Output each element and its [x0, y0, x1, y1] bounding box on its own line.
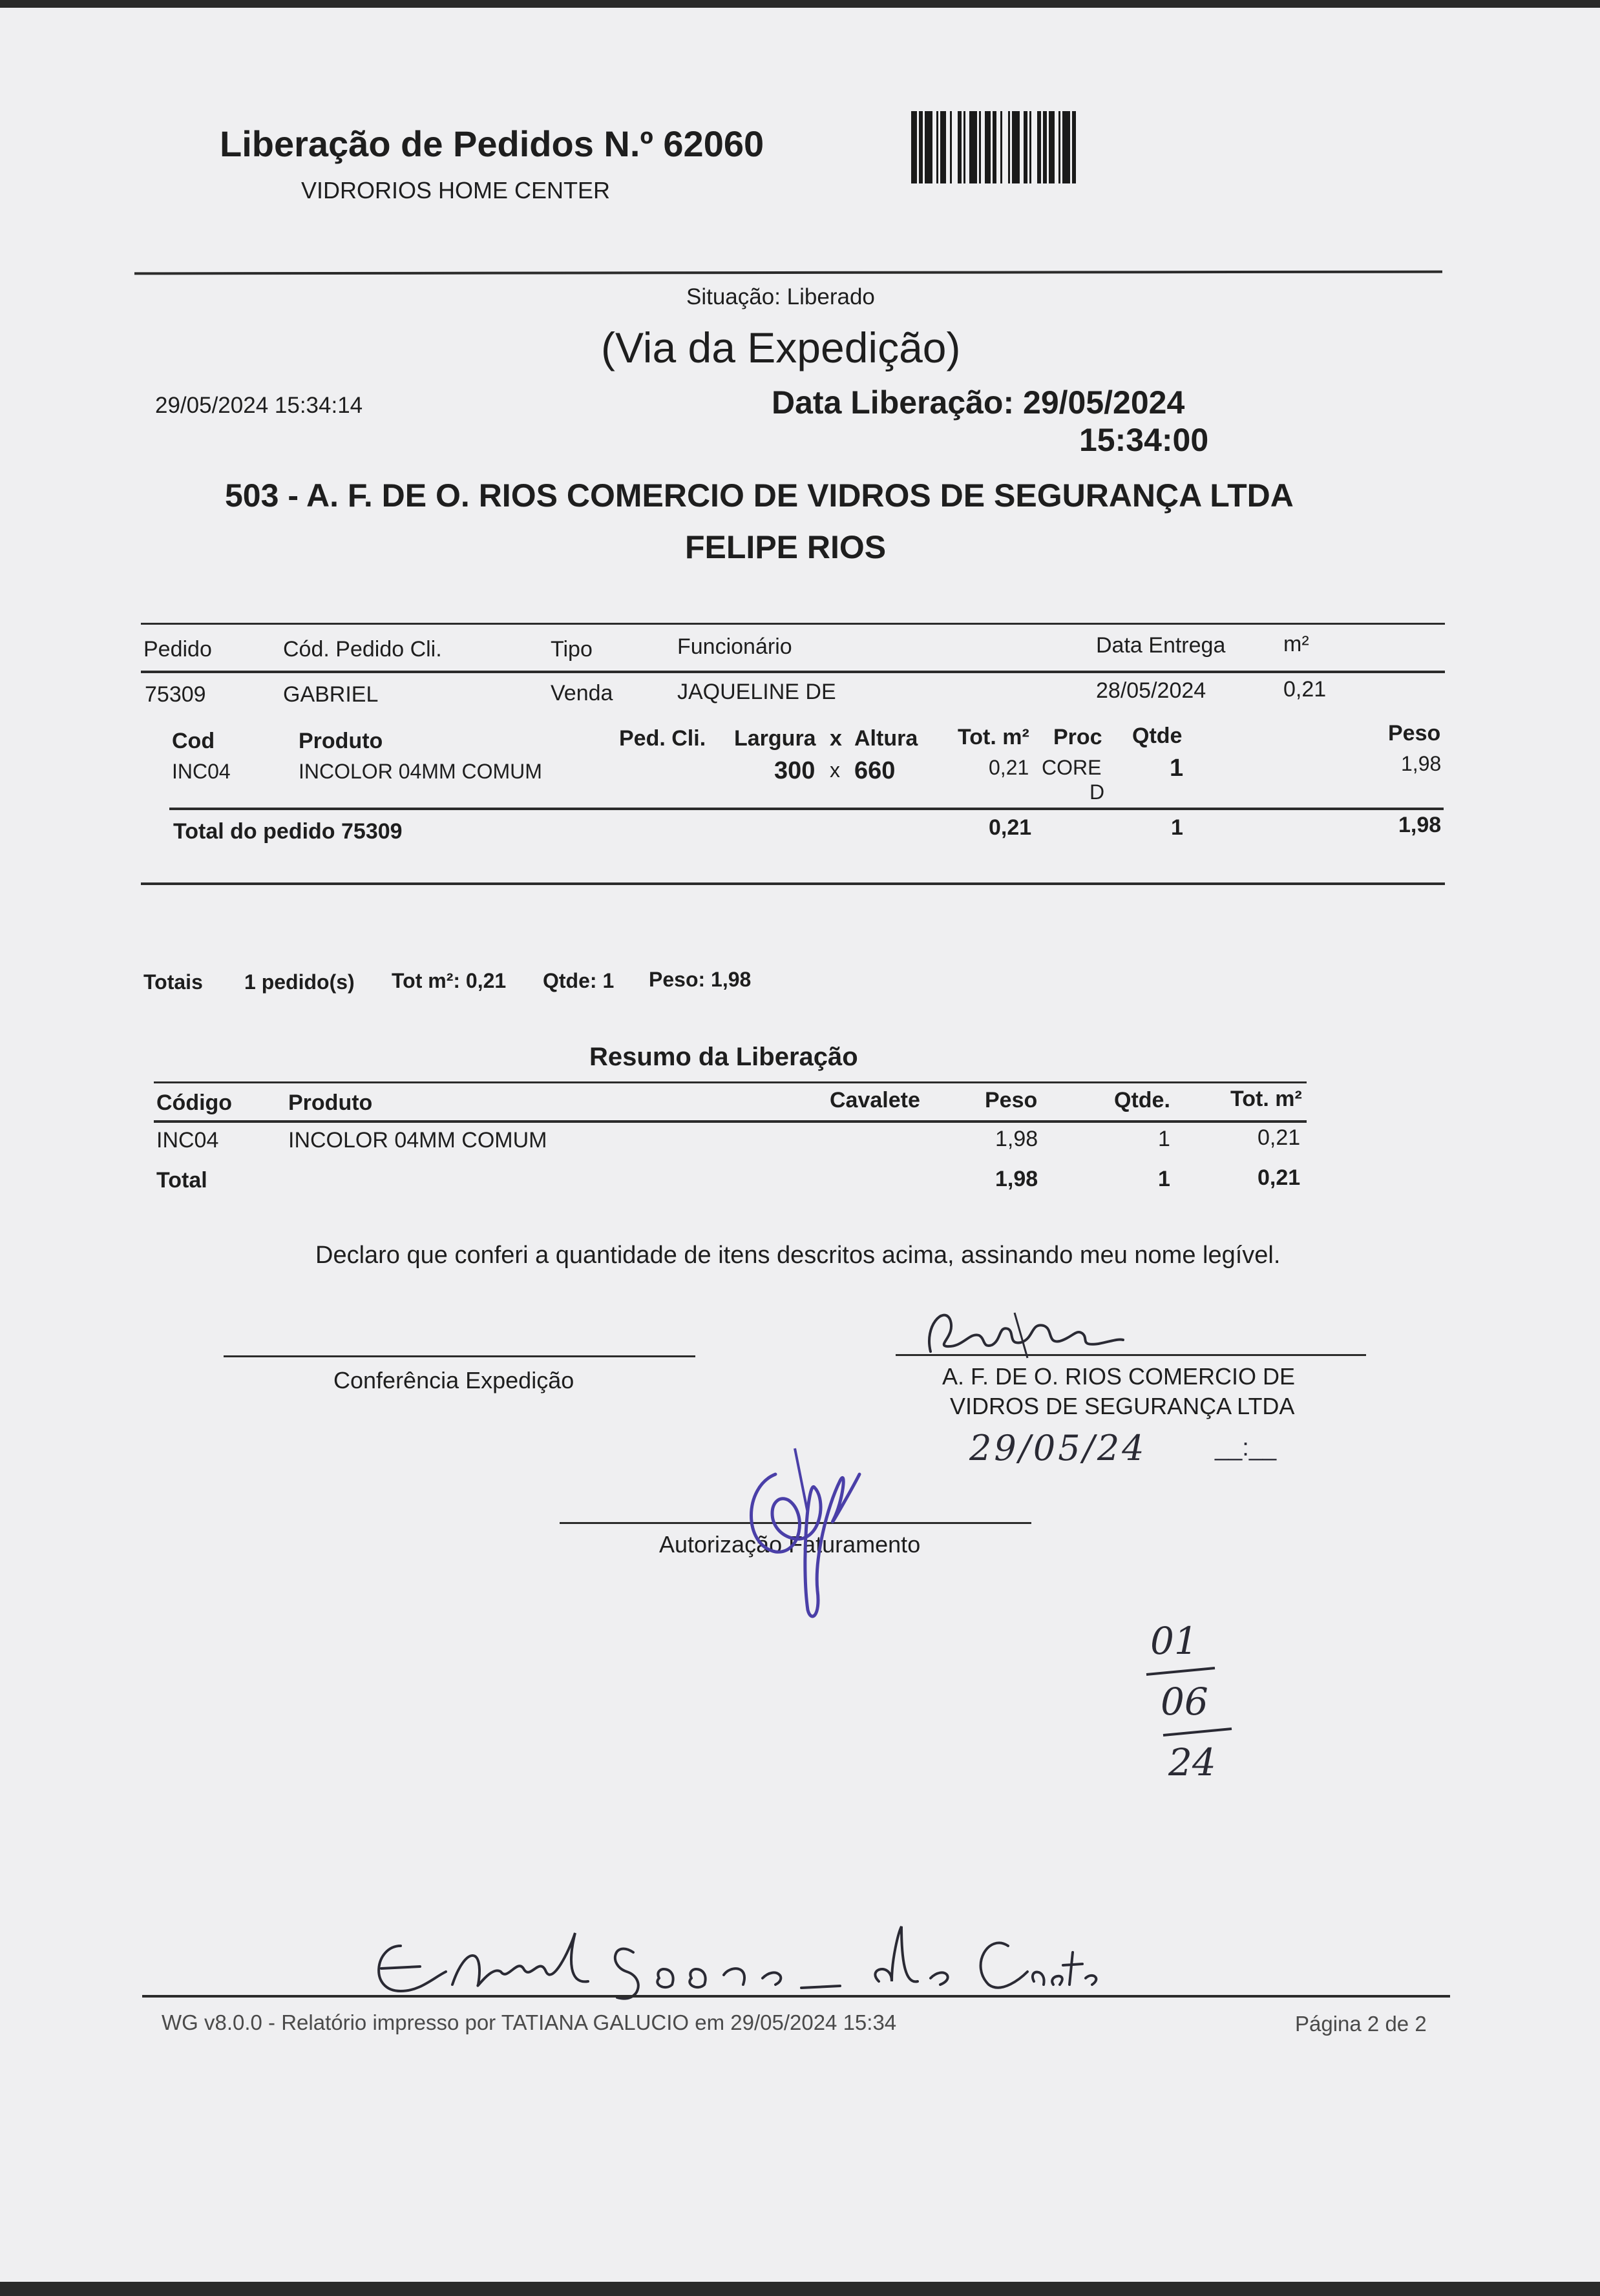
items-total-label: Total do pedido 75309 [173, 819, 403, 844]
summary-header-cavalete: Cavalete [830, 1088, 920, 1112]
totals-pedidos: 1 pedido(s) [244, 970, 355, 994]
order-m2: 0,21 [1283, 677, 1327, 702]
footer-rule [142, 1995, 1450, 1998]
summary-header-peso: Peso [985, 1088, 1038, 1112]
totals-label: Totais [143, 970, 203, 994]
order-table-header-rule [141, 671, 1445, 673]
company-line1: A. F. DE O. RIOS COMERCIO DE [942, 1363, 1296, 1390]
declaration-text: Declaro que conferi a quantidade de itens descritos acima, assinando meu nome legível. [315, 1242, 1281, 1269]
note-slash-2 [1161, 1726, 1238, 1739]
order-funcionario: JAQUELINE DE [677, 680, 836, 704]
item-peso: 1,98 [1401, 752, 1442, 775]
summary-row-codigo: INC04 [156, 1128, 219, 1153]
item-proc-line2: D [1089, 780, 1105, 804]
totals-peso: Peso: 1,98 [649, 968, 752, 991]
item-header-ped-cli: Ped. Cli. [619, 726, 706, 751]
items-total-peso: 1,98 [1398, 813, 1442, 837]
item-header-peso: Peso [1388, 721, 1441, 746]
printed-datetime: 29/05/2024 15:34:14 [155, 393, 363, 418]
client-contact: FELIPE RIOS [685, 529, 887, 565]
item-proc-line1: CORE [1042, 756, 1102, 779]
col-header-cod-pedido-cli: Cód. Pedido Cli. [283, 637, 442, 662]
summary-header-produto: Produto [288, 1091, 373, 1115]
summary-row-qtde: 1 [1158, 1127, 1170, 1151]
footer-printed-by: WG v8.0.0 - Relatório impresso por TATIANA GALUCIO em 29/05/2024 15:34 [162, 2010, 897, 2034]
summary-row-peso: 1,98 [995, 1127, 1038, 1151]
summary-total-tot-m2: 0,21 [1258, 1165, 1301, 1190]
order-data-entrega: 28/05/2024 [1096, 678, 1206, 703]
order-table-bottom-rule [141, 882, 1445, 885]
note-year: 24 [1168, 1740, 1216, 1784]
conferencia-signature-line [224, 1355, 695, 1357]
items-total-qtde: 1 [1171, 815, 1183, 840]
summary-title: Resumo da Liberação [589, 1043, 858, 1071]
item-x: x [830, 758, 840, 782]
summary-total-qtde: 1 [1158, 1167, 1170, 1191]
document-title: Liberação de Pedidos N.º 62060 [220, 123, 764, 164]
summary-row-produto: INCOLOR 04MM COMUM [288, 1128, 547, 1153]
item-cod: INC04 [172, 760, 231, 783]
header-divider [134, 271, 1442, 275]
company-signature-scribble [918, 1300, 1124, 1364]
summary-total-label: Total [156, 1168, 207, 1193]
item-header-x: x [830, 726, 842, 751]
items-total-m2: 0,21 [989, 815, 1032, 840]
item-produto: INCOLOR 04MM COMUM [299, 760, 542, 783]
company-line2: VIDROS DE SEGURANÇA LTDA [950, 1393, 1295, 1419]
via-label: (Via da Expedição) [601, 324, 961, 371]
summary-top-rule [154, 1081, 1307, 1083]
document-sheet [0, 8, 1600, 2282]
status-line: Situação: Liberado [686, 284, 875, 309]
release-date: Data Liberação: 29/05/2024 [772, 384, 1185, 421]
item-altura: 660 [854, 757, 896, 784]
order-table-top-rule [141, 623, 1445, 625]
conferencia-label: Conferência Expedição [333, 1367, 574, 1393]
autorizacao-label: Autorização Faturamento [659, 1531, 921, 1558]
col-header-tipo: Tipo [551, 637, 593, 662]
client-name: 503 - A. F. DE O. RIOS COMERCIO DE VIDROS DE SEGURANÇA LTDA [225, 477, 1294, 514]
col-header-data-entrega: Data Entrega [1096, 633, 1226, 658]
col-header-funcionario: Funcionário [677, 634, 792, 659]
totals-qtde: Qtde: 1 [543, 969, 615, 992]
item-header-qtde: Qtde [1132, 724, 1183, 748]
summary-header-rule [154, 1120, 1307, 1123]
item-header-altura: Altura [854, 726, 918, 751]
company-name: VIDRORIOS HOME CENTER [301, 177, 611, 204]
item-header-largura: Largura [734, 726, 816, 751]
order-pedido: 75309 [145, 682, 206, 707]
summary-total-peso: 1,98 [995, 1167, 1038, 1191]
footer-page-number: Página 2 de 2 [1295, 2012, 1427, 2036]
col-header-pedido: Pedido [143, 637, 212, 662]
item-tot-m2: 0,21 [989, 756, 1029, 779]
item-header-produto: Produto [299, 729, 383, 753]
item-largura: 300 [774, 757, 816, 784]
summary-header-codigo: Código [156, 1091, 233, 1115]
order-cod-pedido-cli: GABRIEL [283, 682, 379, 707]
autorizacao-signature-scribble [730, 1435, 872, 1623]
order-tipo: Venda [551, 681, 613, 705]
handwritten-date: 29/05/24 [969, 1428, 1147, 1468]
summary-header-qtde: Qtde. [1114, 1088, 1170, 1112]
summary-header-tot-m2: Tot. m² [1230, 1087, 1302, 1111]
time-placeholder: __:__ [1215, 1434, 1277, 1461]
note-day: 01 [1150, 1619, 1198, 1663]
note-slash-1 [1144, 1665, 1221, 1678]
col-header-m2: m² [1283, 632, 1309, 656]
barcode [911, 111, 1139, 183]
release-time: 15:34:00 [1079, 422, 1209, 458]
items-total-rule [169, 808, 1444, 810]
item-header-proc: Proc [1053, 725, 1102, 749]
item-header-tot-m2: Tot. m² [958, 725, 1029, 749]
summary-row-tot-m2: 0,21 [1258, 1125, 1301, 1150]
item-qtde: 1 [1170, 755, 1184, 782]
totals-tot-m2: Tot m²: 0,21 [392, 969, 507, 992]
item-header-cod: Cod [172, 729, 215, 753]
note-month: 06 [1161, 1680, 1208, 1724]
